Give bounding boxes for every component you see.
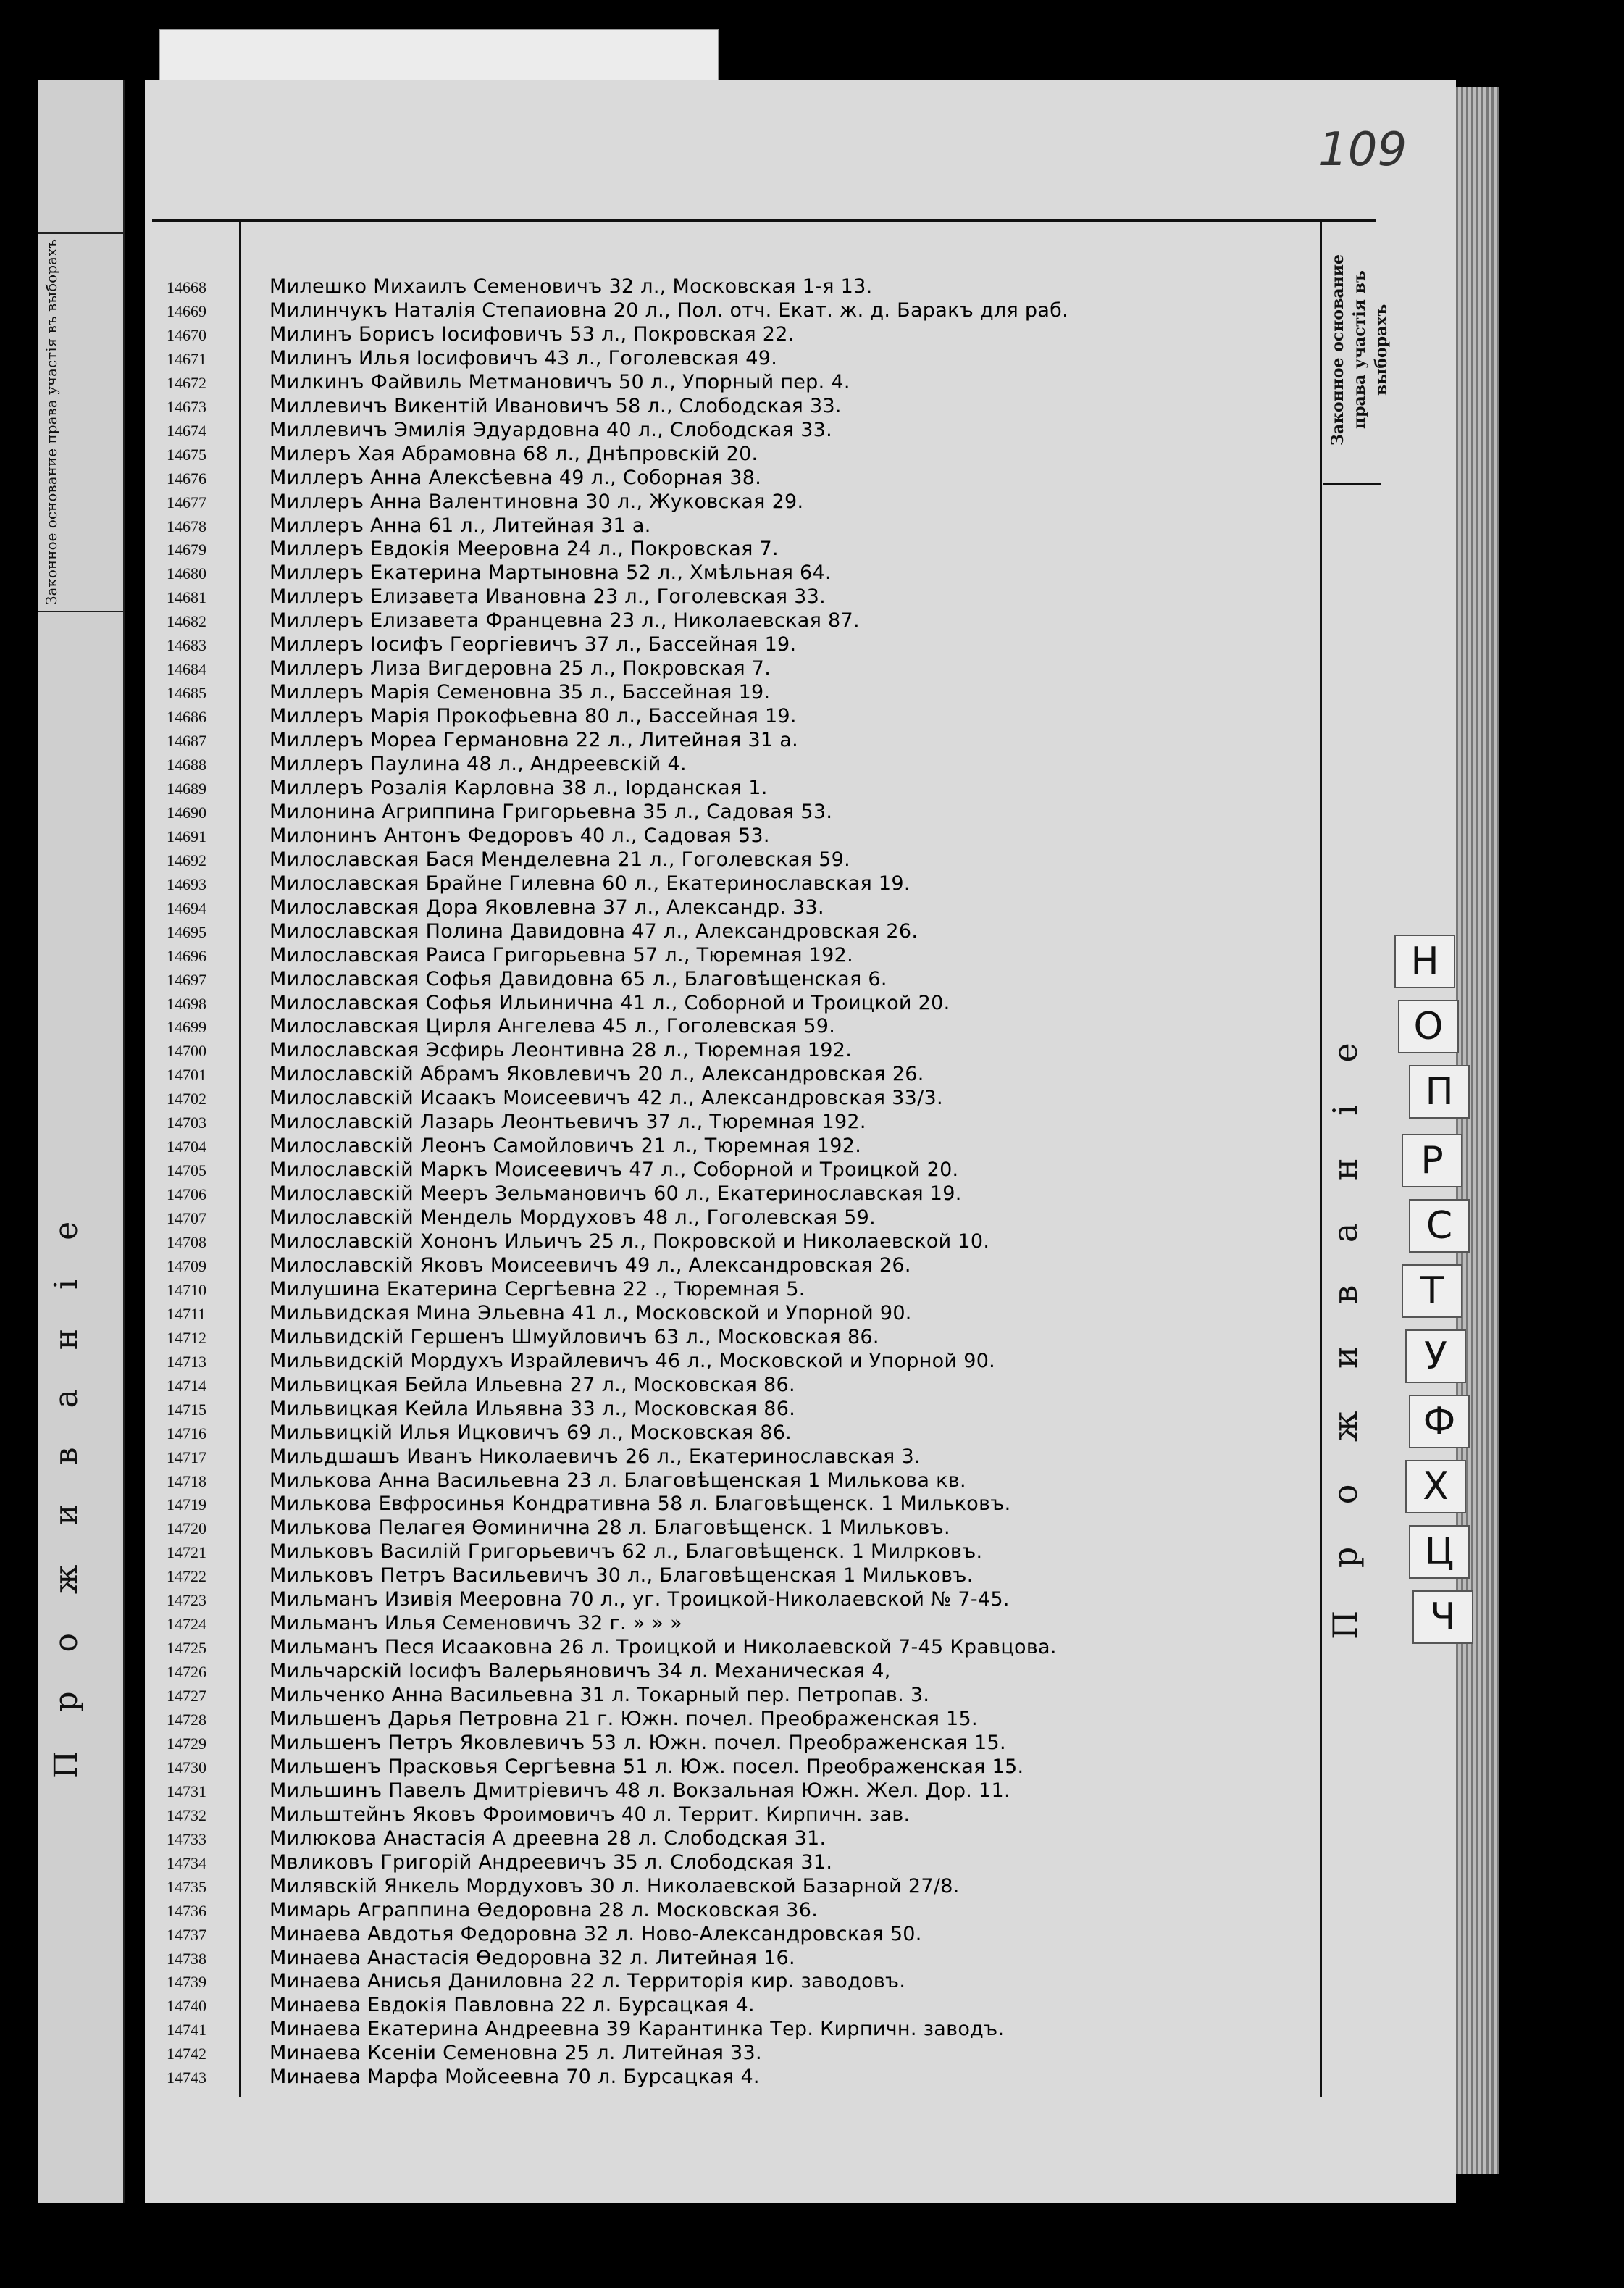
entry-text: Миллеръ Мореа Германовна 22 л., Литейная 31 а. — [269, 729, 799, 752]
entry-number: 14718 — [167, 1471, 206, 1490]
list-item — [0, 371, 1087, 394]
entry-text: Миллеръ Анна Валентиновна 30 л., Жуковская 29. — [269, 490, 804, 513]
entry-number: 14706 — [167, 1185, 206, 1204]
entry-text: Милославская Дора Яковлевна 37 л., Александр. 33. — [269, 895, 824, 919]
entry-number: 14695 — [167, 922, 206, 941]
list-item — [0, 467, 1087, 490]
list-item — [0, 1326, 1087, 1349]
entry-text: Мильвидская Мина Эльевна 41 л., Московской и Упорной 90. — [269, 1301, 912, 1324]
entry-number: 14736 — [167, 1901, 206, 1920]
entry-text: Милославскій Мееръ Зельмановичъ 60 л., Екатеринославская 19. — [269, 1182, 962, 1206]
list-item — [0, 705, 1087, 728]
list-item — [0, 944, 1087, 967]
list-item — [0, 1015, 1087, 1038]
list-item — [0, 1302, 1087, 1325]
entry-text: Минаева Анастасія Ѳедоровна 32 л. Литейная 16. — [269, 1946, 795, 1969]
top-rule — [152, 219, 1376, 222]
entry-text: Милинъ Борисъ Іосифовичъ 53 л., Покровская 22. — [269, 322, 795, 346]
list-item — [0, 609, 1087, 632]
list-item — [0, 1087, 1087, 1110]
entry-text: Минаева Марфа Мойсеевна 70 л. Бурсацкая 4. — [269, 2066, 760, 2089]
list-item — [0, 1492, 1087, 1516]
entry-number: 14702 — [167, 1090, 206, 1108]
entry-number: 14709 — [167, 1256, 206, 1275]
entry-number: 14680 — [167, 564, 206, 583]
entry-text: Милославскій Абрамъ Яковлевичъ 20 л., Александровская 26. — [269, 1063, 924, 1086]
page-edges — [1456, 87, 1499, 2174]
list-item — [0, 1947, 1087, 1970]
entry-text: Миллевичъ Эмилія Эдуардовна 40 л., Слободская 33. — [269, 418, 833, 441]
entry-text: Миллевичъ Викентій Ивановичъ 58 л., Слободская 33. — [269, 394, 842, 417]
entry-text: Милославскій Исаакъ Моисеевичъ 42 л., Александровская 33/3. — [269, 1087, 943, 1110]
entry-text: Миллеръ Лиза Вигдеровна 25 л., Покровская 7. — [269, 657, 771, 680]
index-tab[interactable]: Т — [1402, 1264, 1462, 1318]
entry-text: Миллеръ Розалія Карловна 38 л., Іорданская 1. — [269, 776, 768, 799]
list-item — [0, 1827, 1087, 1850]
list-item — [0, 1660, 1087, 1683]
list-item — [0, 2042, 1087, 2065]
list-item — [0, 538, 1087, 561]
entry-number: 14722 — [167, 1567, 206, 1586]
list-item — [0, 561, 1087, 585]
list-item — [0, 1039, 1087, 1062]
entry-number: 14728 — [167, 1711, 206, 1729]
entry-text: Миллеръ Паулина 48 л., Андреевскій 4. — [269, 753, 687, 775]
entry-text: Милешко Михаилъ Семеновичъ 32 л., Московская 1-я 13. — [269, 275, 873, 298]
entry-number: 14731 — [167, 1782, 206, 1800]
entry-number: 14670 — [167, 325, 206, 344]
list-item — [0, 419, 1087, 442]
entry-text: Миллеръ Марія Прокофьевна 80 л., Бассейная 19. — [269, 705, 797, 728]
entry-number: 14732 — [167, 1805, 206, 1824]
entry-number: 14711 — [167, 1304, 206, 1323]
entry-number: 14669 — [167, 301, 206, 320]
entry-number: 14701 — [167, 1066, 206, 1085]
index-tab[interactable]: У — [1405, 1329, 1466, 1383]
entry-text: Милославская Бася Менделевна 21 л., Гоголевская 59. — [269, 848, 851, 871]
entry-number: 14734 — [167, 1853, 206, 1872]
entry-text: Милушина Екатерина Сергѣевна 22 ., Тюремная 5. — [269, 1277, 805, 1300]
entry-number: 14677 — [167, 493, 206, 512]
index-tab[interactable]: Ч — [1412, 1590, 1473, 1644]
list-item — [0, 657, 1087, 680]
entry-number: 14721 — [167, 1543, 206, 1562]
entry-number: 14719 — [167, 1495, 206, 1514]
entry-number: 14735 — [167, 1877, 206, 1896]
entry-number: 14676 — [167, 469, 206, 488]
list-item — [0, 1182, 1087, 1206]
list-item — [0, 1516, 1087, 1540]
list-item — [0, 323, 1087, 346]
list-item — [0, 1206, 1087, 1229]
entry-number: 14733 — [167, 1829, 206, 1848]
list-item — [0, 1684, 1087, 1707]
entry-number: 14691 — [167, 827, 206, 846]
entry-number: 14703 — [167, 1114, 206, 1132]
list-item — [0, 514, 1087, 538]
right-column-header-text: Законное основание права участія въ выборахъ — [1328, 254, 1391, 446]
entry-number: 14694 — [167, 898, 206, 917]
list-item — [0, 1350, 1087, 1373]
index-tab[interactable]: Ц — [1409, 1525, 1470, 1579]
entry-text: Мильшенъ Дарья Петровна 21 г. Южн. почел. Преображенская 15. — [269, 1708, 978, 1730]
list-item — [0, 848, 1087, 872]
entry-text: Милославскій Хононъ Ильичъ 25 л., Покровской и Николаевской 10. — [269, 1230, 990, 1253]
list-item — [0, 1732, 1087, 1755]
entry-text: Мильвидскій Мордухъ Израйлевичъ 46 л., Московской и Упорной 90. — [269, 1349, 996, 1372]
entry-text: Минаева Евдокія Павловна 22 л. Бурсацкая 4. — [269, 1994, 755, 2017]
list-item — [0, 633, 1087, 656]
entry-number: 14672 — [167, 373, 206, 392]
entry-text: Милославскій Леонъ Самойловичъ 21 л., Тюремная 192. — [269, 1135, 862, 1158]
entry-number: 14681 — [167, 588, 206, 607]
entry-text: Мильвицкій Илья Ицковичъ 69 л., Московская 86. — [269, 1421, 792, 1444]
entry-number: 14713 — [167, 1352, 206, 1371]
list-item — [0, 1851, 1087, 1874]
list-item — [0, 1111, 1087, 1134]
entry-number: 14683 — [167, 636, 206, 655]
entry-text: Мильманъ Изивія Мееровна 70 л., уг. Троицкой-Николаевской № 7-45. — [269, 1588, 1010, 1611]
entry-text: Миллеръ Евдокія Мееровна 24 л., Покровская 7. — [269, 538, 779, 561]
index-tab[interactable]: О — [1398, 1000, 1459, 1053]
list-item — [0, 1421, 1087, 1445]
left-column-header-text: Законное основание права участія въ выборахъ — [43, 239, 60, 606]
index-tab[interactable]: Н — [1394, 935, 1455, 988]
entry-text: Милославскій Мендель Мордуховъ 48 л., Гоголевская 59. — [269, 1206, 876, 1229]
entry-text: Миллеръ Марія Семеновна 35 л., Бассейная 19. — [269, 681, 771, 704]
list-item — [0, 729, 1087, 752]
list-item — [0, 872, 1087, 895]
entry-text: Мильшинъ Павелъ Дмитріевичъ 48 л. Вокзальная Южн. Жел. Дор. 11. — [269, 1779, 1010, 1802]
list-item — [0, 1588, 1087, 1611]
entry-number: 14671 — [167, 349, 206, 368]
entry-text: Милонинъ Антонъ Федоровъ 40 л., Садовая 53. — [269, 824, 770, 847]
entry-number: 14704 — [167, 1137, 206, 1156]
entry-number: 14724 — [167, 1615, 206, 1634]
list-item — [0, 1063, 1087, 1086]
list-item — [0, 1135, 1087, 1158]
entry-number: 14690 — [167, 803, 206, 822]
entry-number: 14715 — [167, 1400, 206, 1419]
list-item — [0, 275, 1087, 298]
list-item — [0, 1612, 1087, 1635]
entry-text: Мильвидскій Гершенъ Шмуйловичъ 63 л., Московская 86. — [269, 1325, 879, 1348]
entry-text: Мильковъ Петръ Васильевичъ 30 л., Благовѣщенская 1 Мильковъ. — [269, 1564, 974, 1587]
entry-number: 14692 — [167, 851, 206, 869]
index-tab[interactable]: П — [1409, 1065, 1470, 1119]
entry-text: Мильвицкая Кейла Ильявна 33 л., Московская 86. — [269, 1397, 796, 1420]
entry-number: 14738 — [167, 1949, 206, 1968]
list-item — [0, 1540, 1087, 1563]
list-item — [0, 1254, 1087, 1277]
left-residence-title: П р о ж и в а н і е — [48, 1206, 85, 1779]
entry-text: Милинчукъ Наталія Степаиовна 20 л., Пол. отч. Екат. ж. д. Баракъ для раб. — [269, 298, 1069, 322]
entry-text: Милославская Софья Ильинична 41 л., Соборной и Троицкой 20. — [269, 991, 950, 1014]
list-item — [0, 992, 1087, 1015]
entry-number: 14737 — [167, 1925, 206, 1944]
list-item — [0, 968, 1087, 991]
list-item — [0, 753, 1087, 776]
entry-text: Милькова Анна Васильевна 23 л. Благовѣщенская 1 Милькова кв. — [269, 1469, 966, 1492]
right-residence-title: П р о ж и в а н і е — [1326, 1027, 1365, 1640]
list-item — [0, 1636, 1087, 1659]
right-column-header — [1323, 222, 1391, 485]
entry-number: 14726 — [167, 1663, 206, 1682]
list-item — [0, 1899, 1087, 1922]
entry-text: Милеръ Хая Абрамовна 68 л., Днѣпровскій 20. — [269, 442, 758, 465]
entry-text: Милославская Брайне Гилевна 60 л., Екатеринославская 19. — [269, 872, 911, 895]
entry-text: Мильшенъ Петръ Яковлевичъ 53 л. Южн. почел. Преображенская 15. — [269, 1731, 1006, 1754]
entry-number: 14684 — [167, 660, 206, 679]
list-item — [0, 1708, 1087, 1731]
list-item — [0, 2018, 1087, 2041]
entry-number: 14668 — [167, 278, 206, 296]
entry-text: Миллеръ Елизавета Францевна 23 л., Николаевская 87. — [269, 609, 860, 632]
entry-text: Мильманъ Илья Семеновичъ 32 г. » » » — [269, 1612, 682, 1635]
list-item — [0, 1445, 1087, 1469]
entry-number: 14720 — [167, 1519, 206, 1538]
list-item — [0, 896, 1087, 919]
entry-text: Миллеръ Екатерина Мартыновна 52 л., Хмѣльная 64. — [269, 561, 832, 585]
entry-text: Милинъ Илья Іосифовичъ 43 л., Гоголевская 49. — [269, 346, 778, 369]
right-column-rule — [1320, 221, 1322, 2097]
list-item — [0, 1994, 1087, 2017]
entry-text: Мвликовъ Григорій Андреевичъ 35 л. Слободская 31. — [269, 1850, 833, 1874]
entry-text: Минаева Екатерина Андреевна 39 Карантинка Тер. Кирпичн. заводъ. — [269, 2018, 1005, 2041]
entry-number: 14697 — [167, 970, 206, 989]
entry-text: Мимарь Аграппина Ѳедоровна 28 л. Московская 36. — [269, 1898, 819, 1921]
entry-text: Милькова Пелагея Ѳоминична 28 л. Благовѣщенск. 1 Мильковъ. — [269, 1516, 950, 1540]
entry-number: 14741 — [167, 2021, 206, 2039]
list-item — [0, 1469, 1087, 1492]
list-item — [0, 395, 1087, 418]
entry-number: 14740 — [167, 1997, 206, 2016]
list-item — [0, 1278, 1087, 1301]
entry-number: 14730 — [167, 1758, 206, 1776]
entry-number: 14688 — [167, 756, 206, 774]
entry-text: Милославскій Маркъ Моисеевичъ 47 л., Соборной и Троицкой 20. — [269, 1158, 959, 1182]
entry-text: Миллеръ Анна 61 л., Литейная 31 а. — [269, 514, 651, 537]
entry-text: Милославская Эсфирь Леонтивна 28 л., Тюремная 192. — [269, 1039, 853, 1062]
entry-number: 14686 — [167, 708, 206, 727]
entry-text: Милонина Агриппина Григорьевна 35 л., Садовая 53. — [269, 800, 833, 823]
entry-number: 14699 — [167, 1018, 206, 1037]
list-item — [0, 1803, 1087, 1826]
entry-number: 14679 — [167, 540, 206, 559]
list-item — [0, 490, 1087, 514]
entry-text: Минаева Авдотья Федоровна 32 л. Ново-Александровская 50. — [269, 1922, 922, 1945]
list-item — [0, 1755, 1087, 1779]
entry-number: 14673 — [167, 397, 206, 416]
list-item — [0, 1923, 1087, 1946]
entry-number: 14714 — [167, 1376, 206, 1395]
entry-text: Минаева Анисья Даниловна 22 л. Территорія кир. заводовъ. — [269, 1970, 906, 1993]
list-item — [0, 1564, 1087, 1587]
entry-text: Мильманъ Песя Исааковна 26 л. Троицкой и Николаевской 7-45 Кравцова. — [269, 1636, 1057, 1659]
entry-number: 14687 — [167, 732, 206, 751]
list-item — [0, 347, 1087, 370]
entry-text: Милькова Евфросинья Кондративна 58 л. Благовѣщенск. 1 Мильковъ. — [269, 1492, 1011, 1516]
entry-text: Мильдшашъ Иванъ Николаевичъ 26 л., Екатеринославская 3. — [269, 1445, 921, 1468]
entry-text: Милославскій Лазарь Леонтьевичъ 37 л., Тюремная 192. — [269, 1111, 866, 1134]
entry-text: Милявскій Янкель Мордуховъ 30 л. Николаевской Базарной 27/8. — [269, 1874, 960, 1897]
entry-number: 14707 — [167, 1209, 206, 1228]
entry-number: 14689 — [167, 779, 206, 798]
entry-text: Милюкова Анастасія А дреевна 28 л. Слободская 31. — [269, 1826, 826, 1850]
entry-text: Миллеръ Іосифъ Георгіевичъ 37 л., Бассейная 19. — [269, 633, 797, 656]
entry-text: Мильштейнъ Яковъ Фроимовичъ 40 л. Террит. Кирпичн. зав. — [269, 1803, 911, 1826]
list-item — [0, 824, 1087, 848]
list-item — [0, 1970, 1087, 1993]
entry-text: Милославская Софья Давидовна 65 л., Благовѣщенская 6. — [269, 967, 887, 990]
entry-text: Миллеръ Анна Алексѣевна 49 л., Соборная 38. — [269, 466, 762, 489]
list-item — [0, 443, 1087, 466]
page-number: 109 — [1318, 123, 1407, 177]
list-item — [0, 920, 1087, 943]
list-item — [0, 1230, 1087, 1253]
list-item — [0, 801, 1087, 824]
list-item — [0, 681, 1087, 704]
entry-number: 14685 — [167, 684, 206, 703]
list-item — [0, 1158, 1087, 1182]
entry-number: 14682 — [167, 612, 206, 631]
entry-text: Мильшенъ Прасковья Сергѣевна 51 л. Юж. посел. Преображенская 15. — [269, 1755, 1024, 1778]
entry-number: 14729 — [167, 1734, 206, 1753]
entry-text: Милославская Раиса Григорьевна 57 л., Тюремная 192. — [269, 943, 853, 966]
entry-text: Миллеръ Елизавета Ивановна 23 л., Гоголевская 33. — [269, 585, 826, 609]
entry-number: 14693 — [167, 874, 206, 893]
list-item — [0, 1779, 1087, 1803]
list-item — [0, 1398, 1087, 1421]
entry-number: 14705 — [167, 1161, 206, 1180]
entry-number: 14698 — [167, 994, 206, 1013]
entry-number: 14700 — [167, 1042, 206, 1061]
entry-number: 14696 — [167, 946, 206, 965]
index-tab[interactable]: Х — [1405, 1460, 1466, 1513]
entry-number: 14678 — [167, 517, 206, 535]
entry-number: 14712 — [167, 1328, 206, 1347]
index-tab[interactable]: С — [1409, 1199, 1470, 1253]
entry-text: Милославская Полина Давидовна 47 л., Александровская 26. — [269, 919, 918, 943]
list-item — [0, 2066, 1087, 2089]
entry-number: 14716 — [167, 1424, 206, 1442]
index-tab[interactable]: Р — [1402, 1134, 1462, 1187]
entry-number: 14717 — [167, 1448, 206, 1466]
entry-number: 14739 — [167, 1973, 206, 1992]
entry-number: 14727 — [167, 1687, 206, 1705]
entry-text: Мильвицкая Бейла Ильевна 27 л., Московская 86. — [269, 1373, 795, 1396]
entry-number: 14742 — [167, 2045, 206, 2063]
entry-number: 14725 — [167, 1639, 206, 1658]
entry-text: Минаева Ксеніи Семеновна 25 л. Литейная 33. — [269, 2042, 762, 2065]
entry-text: Мильченко Анна Васильевна 31 л. Токарный пер. Петропав. 3. — [269, 1684, 930, 1707]
entry-text: Мильчарскій Іосифъ Валерьяновичъ 34 л. Механическая 4, — [269, 1660, 891, 1683]
entry-number: 14743 — [167, 2068, 206, 2087]
list-item — [0, 1875, 1087, 1898]
entry-number: 14710 — [167, 1280, 206, 1299]
list-item — [0, 585, 1087, 609]
index-tab[interactable]: Ф — [1409, 1395, 1470, 1448]
entry-number: 14674 — [167, 421, 206, 440]
entry-number: 14708 — [167, 1233, 206, 1251]
entry-text: Милкинъ Файвиль Метмановичъ 50 л., Упорный пер. 4. — [269, 370, 850, 393]
list-item — [0, 299, 1087, 322]
entry-number: 14723 — [167, 1591, 206, 1610]
entry-number: 14675 — [167, 445, 206, 464]
entry-text: Мильковъ Василій Григорьевичъ 62 л., Благовѣщенск. 1 Милрковъ. — [269, 1540, 983, 1563]
entry-text: Милославскій Яковъ Моисеевичъ 49 л., Александровская 26. — [269, 1253, 911, 1277]
list-item — [0, 1374, 1087, 1397]
list-item — [0, 777, 1087, 800]
entry-text: Милославская Цирля Ангелева 45 л., Гоголевская 59. — [269, 1015, 836, 1038]
